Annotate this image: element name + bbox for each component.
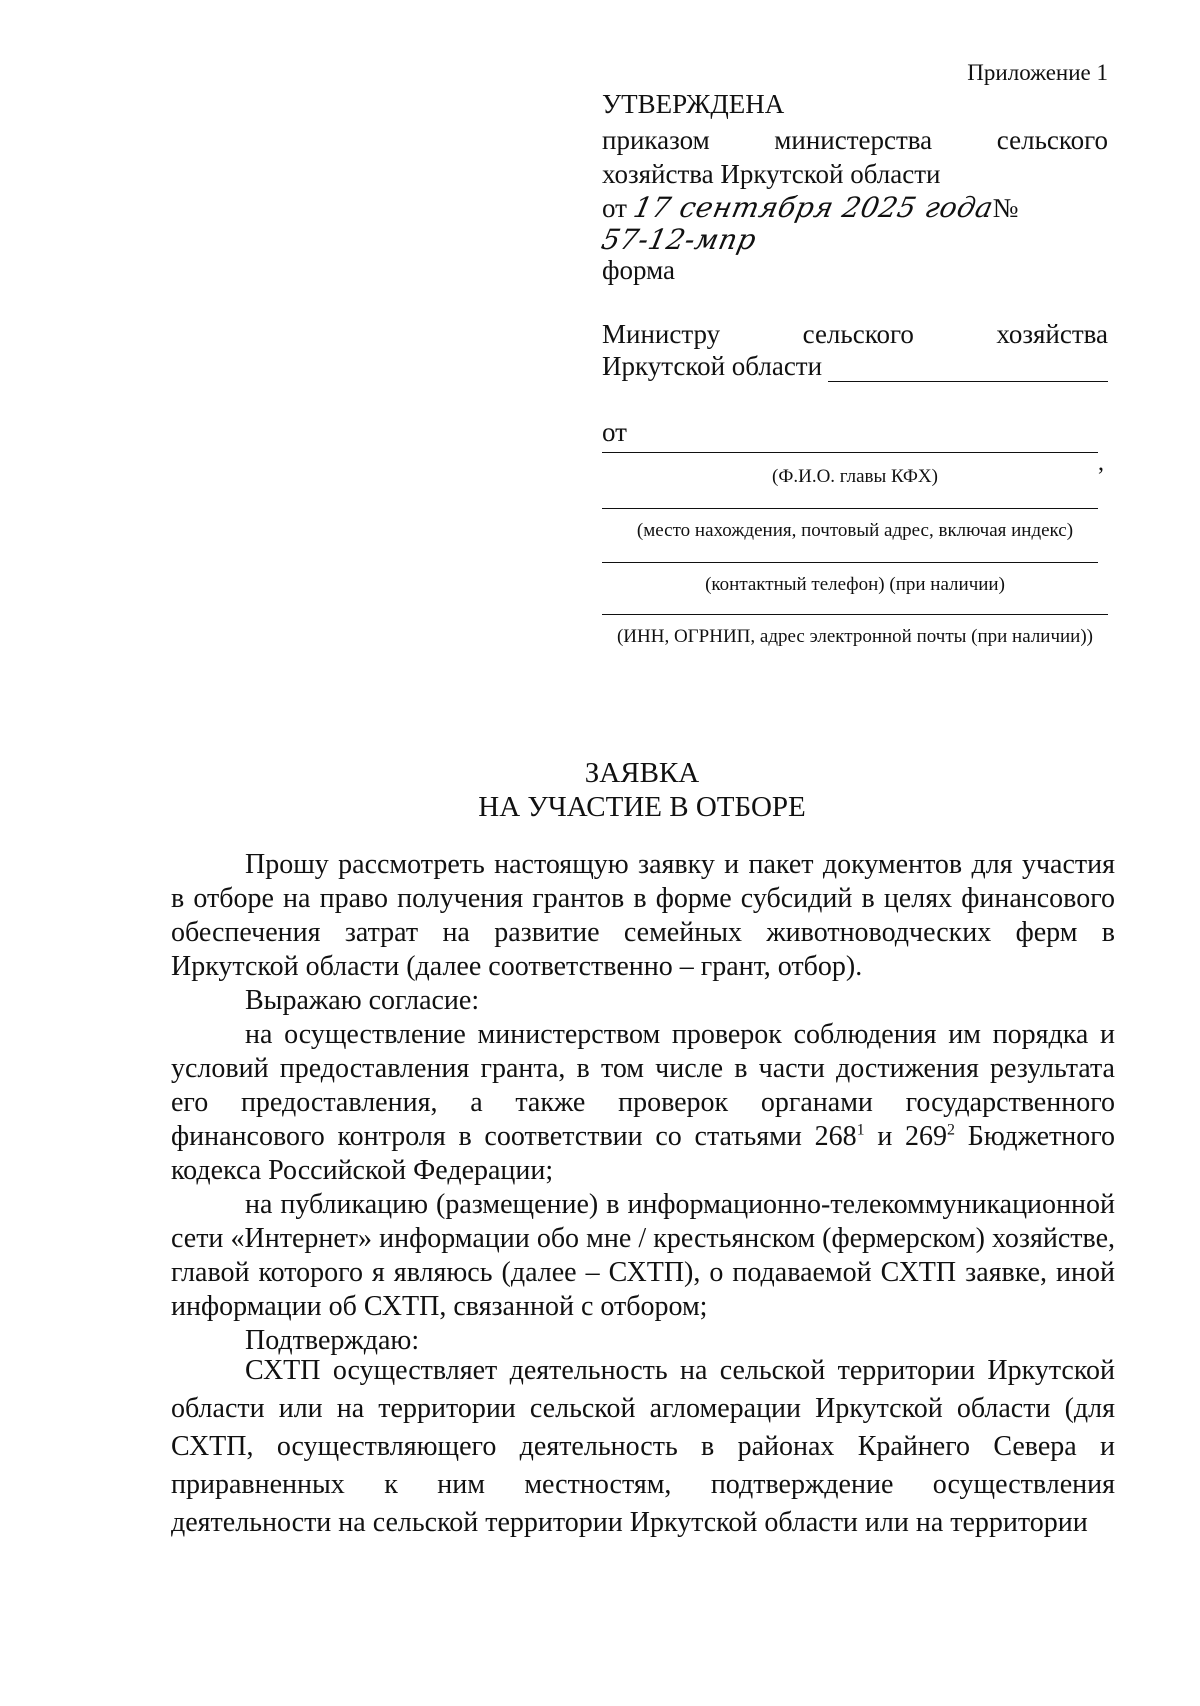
order-word: приказом [602,125,710,155]
paragraph-confirm-heading: Подтверждаю: [245,1325,420,1356]
phone-field[interactable] [602,562,1098,563]
order-word: министерства [774,125,933,155]
addressee-line-2 [602,350,1108,382]
addressee-word: хозяйства [996,319,1109,349]
application-body [171,848,1115,1358]
document-subtitle: НА УЧАСТИЕ В ОТБОРЕ [478,791,806,823]
order-line-3 [598,191,1108,256]
document-title: ЗАЯВКА [584,757,700,789]
consent-audit-text: и 269 [864,1121,948,1152]
form-label: форма [602,255,675,285]
addressee-word: сельского [802,319,914,349]
order-line-1 [602,124,1108,156]
handwritten-date: 17 сентября 2025 года [630,191,997,224]
consent-audit-text: Бюджетного кодекса Российской Федерации; [171,1121,1116,1186]
inn-field[interactable] [602,614,1108,615]
appendix-label: Приложение 1 [967,60,1108,85]
footnote-mark: 2 [947,1121,956,1139]
handwritten-number: 57-12-мпр [598,223,760,256]
number-sign: № [992,193,1019,223]
applicant-name-field[interactable] [602,452,1098,453]
approved-heading: УТВЕРЖДЕНА [602,89,785,119]
footnote-mark: 1 [856,1121,865,1139]
paragraph-consent-publication: на публикацию (размещение) в информационно-телекоммуникационной сети «Интернет» информации обо мне / крестьянском (фермерском) хозяйстве, главой которого я являюсь (далее – СХТП), о подаваемой СХТП заявке, иной информации об СХТП, связанной с отбором; [171,1189,1115,1322]
paragraph-confirm-territory: СХТП осуществляет деятельность на сельской территории Иркутской области или на территории сельской агломерации Иркутской области (для СХТП, осуществляющего деятельность в районах Крайнего Севера и приравненных к ним местностям, подтверждение осуществления деятельности на сельской территории Иркутской области или на территории [171,1355,1115,1538]
addressee-region: Иркутской области [602,351,823,381]
field-caption: (контактный телефон) (при наличии) [705,574,1005,595]
field-caption: (Ф.И.О. главы КФХ) [772,466,938,487]
minister-name-field[interactable] [828,355,1108,382]
application-body-continued [171,1352,1115,1542]
addressee-word: Министру [602,319,721,349]
field-caption: (место нахождения, почтовый адрес, включая индекс) [636,520,1074,541]
comma: , [1098,450,1104,476]
from-label: от [602,417,627,447]
paragraph-consent-audit [171,1018,1115,1188]
consent-audit-text: на осуществление министерством проверок соблюдения им порядка и условий предоставления гранта, в том числе в части достижения результата его предоставления, а также проверок органами государственного финансового контроля в соответствии со статьями 268 [171,1019,1115,1152]
paragraph-request: Прошу рассмотреть настоящую заявку и пакет документов для участия в отборе на право получения грантов в форме субсидий в целях финансового обеспечения затрат на развитие семейных животноводческих ферм в Иркутской области (далее соответственно – грант, отбор). [171,849,1115,982]
order-word: сельского [996,125,1109,155]
field-caption: (ИНН, ОГРНИП, адрес электронной почты (при наличии)) [616,626,1094,647]
address-field[interactable] [602,508,1098,509]
order-line-2: хозяйства Иркутской области [602,159,941,189]
order-from: от [602,193,627,223]
addressee-line-1 [602,318,1108,350]
paragraph-consent-heading: Выражаю согласие: [245,985,480,1016]
